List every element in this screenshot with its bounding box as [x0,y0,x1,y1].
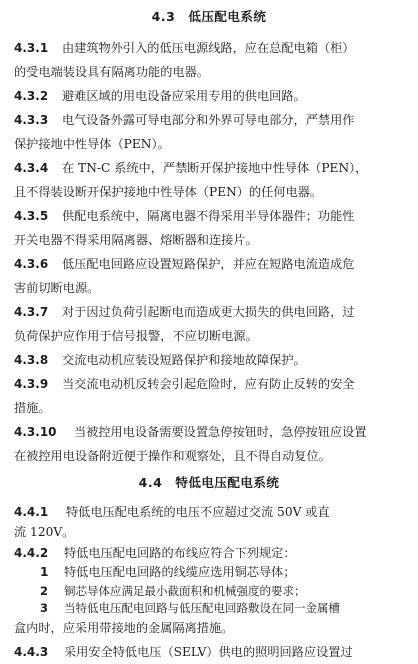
clause-4-4-2: 4.4.2 特低电压配电回路的布线应符合下列规定： [14,546,296,560]
list-item: 3 当特低电压配电回路与低压配电回路敷设在同一金属槽 [40,601,340,615]
section-title: 4.3 低压配电系统 [151,9,267,24]
clause-4-4-1: 4.4.1 特低电压配电系统的电压不应超过交流 50V 或直 [14,505,330,519]
clause-4-3-8: 4.3.8 交流电动机应装设短路保护和接地故障保护。 [14,353,306,367]
section-title: 4.4 特低电压配电系统 [138,475,280,490]
clause-4-3-4: 4.3.4 在 TN-C 系统中，严禁断开保护接地中性导体（PEN）， [14,161,368,175]
clause-4-3-3: 4.3.3 电气设备外露可导电部分和外界可导电部分，严禁用作 [14,113,355,127]
clause-4-3-1: 4.3.1 由建筑物外引入的低压电源线路，应在总配电箱（柜） [14,41,355,55]
clause-line: 害前切断电源。 [14,281,100,295]
clause-line: 保护接地中性导体（PEN）。 [14,137,170,151]
clause-line: 盒内时，应采用带接地的金属隔离措施。 [14,621,234,635]
clause-line: 措施。 [14,401,51,415]
list-item: 2 铜芯导体应满足最小截面积和机械强度的要求； [40,584,306,598]
clause-line: 流 120V。 [14,525,75,539]
clause-4-3-2: 4.3.2 避难区域的用电设备应采用专用的供电回路。 [14,89,306,103]
clause-4-3-7: 4.3.7 对于因过负荷引起断电而造成更大损失的供电回路，过 [14,305,355,319]
clause-4-3-10: 4.3.10 当被控用电设备需要设置急停按钮时，急停按钮应设置 [14,425,367,439]
clause-4-3-9: 4.3.9 当交流电动机反转会引起危险时，应有防止反转的安全 [14,377,355,391]
clause-4-3-6: 4.3.6 低压配电回路应设置短路保护，并应在短路电流造成危 [14,257,355,271]
list-item: 1 特低电压配电回路的线缆应选用铜芯导体； [40,565,296,579]
clause-line: 的受电端装设具有隔离功能的电器。 [14,65,209,79]
clause-4-3-5: 4.3.5 供配电系统中，隔离电器不得采用半导体器件；功能性 [14,209,355,223]
clause-line: 开关电器不得采用隔离器、熔断器和连接片。 [14,233,258,247]
clause-line: 在被控用电设备附近便于操作和观察处，且不得自动复位。 [14,449,331,463]
clause-line: 负荷保护应作用于信号报警，不应切断电源。 [14,329,258,343]
clause-4-4-3: 4.4.3 采用安全特低电压（SELV）供电的照明回路应设置过 [14,645,353,659]
clause-line: 且不得装设断开保护接地中性导体（PEN）的任何电器。 [14,185,323,199]
